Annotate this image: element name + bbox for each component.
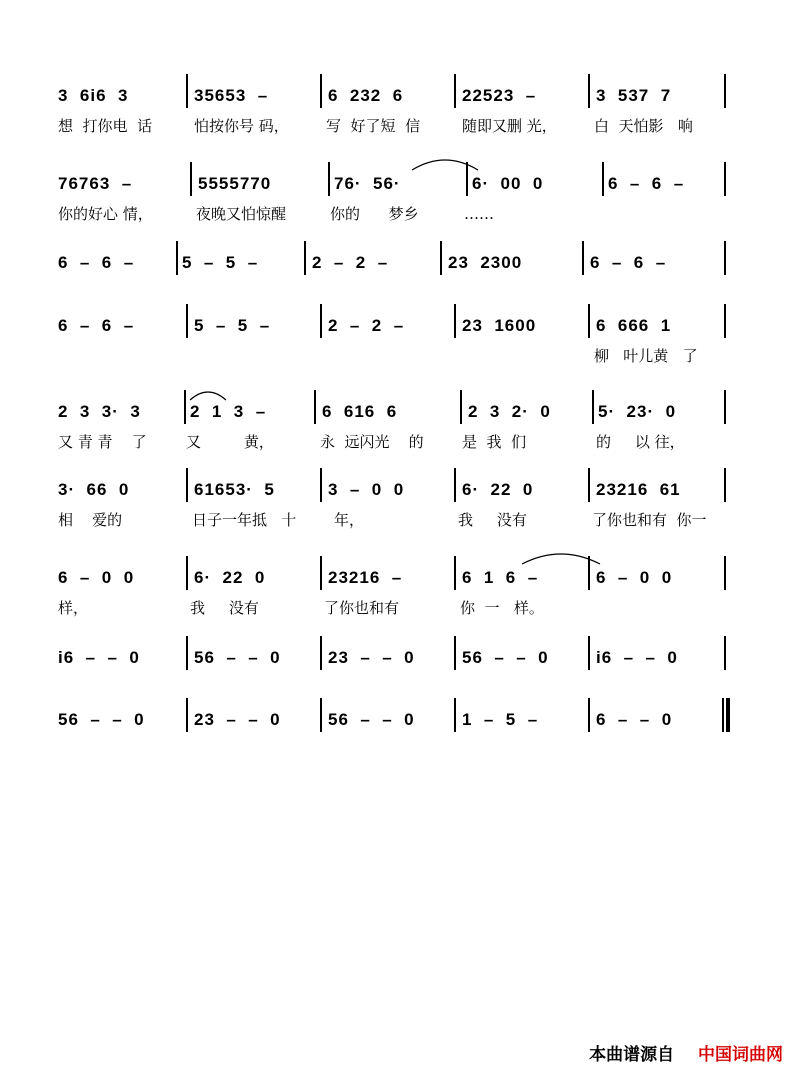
notes-line bbox=[58, 646, 730, 670]
measure: 6 – 6 – bbox=[58, 316, 135, 335]
bar-line bbox=[176, 241, 178, 275]
bar-line bbox=[440, 241, 442, 275]
measure: 23 1600 bbox=[462, 316, 537, 335]
measure: 23 – – 0 bbox=[328, 648, 415, 667]
measure: 6 666 1 bbox=[596, 316, 672, 335]
measure: 23 – – 0 bbox=[194, 710, 281, 729]
bar-line bbox=[186, 468, 188, 502]
bar-line bbox=[328, 162, 330, 196]
measure: 23 2300 bbox=[448, 253, 523, 272]
measure: 6 – – 0 bbox=[596, 710, 673, 729]
bar-line bbox=[186, 74, 188, 108]
lyrics-line bbox=[58, 204, 730, 224]
bar-line bbox=[588, 74, 590, 108]
bar-line bbox=[724, 74, 726, 108]
notes-line bbox=[58, 251, 730, 275]
bar-line bbox=[602, 162, 604, 196]
notes-line bbox=[58, 172, 730, 196]
bar-line bbox=[724, 468, 726, 502]
measure: 35653 – bbox=[194, 86, 269, 105]
lyric: 我 没有 bbox=[190, 599, 259, 617]
bar-line bbox=[724, 390, 726, 424]
measure: 6 232 6 bbox=[328, 86, 404, 105]
lyric: 又 黄， bbox=[186, 433, 274, 451]
bar-line bbox=[454, 636, 456, 670]
bar-line bbox=[454, 74, 456, 108]
measure: 22523 – bbox=[462, 86, 537, 105]
measure: 23216 – bbox=[328, 568, 403, 587]
bar-line bbox=[186, 636, 188, 670]
measure: 6 – 0 0 bbox=[596, 568, 673, 587]
lyric: 了你也和有 bbox=[324, 599, 400, 617]
bar-line bbox=[588, 468, 590, 502]
lyric: 相 爱的 bbox=[58, 511, 123, 529]
bar-line bbox=[184, 390, 186, 424]
measure: 56 – – 0 bbox=[328, 710, 415, 729]
bar-line bbox=[186, 556, 188, 590]
measure: 5· 23· 0 bbox=[598, 402, 677, 421]
measure: 2 3 3· 3 bbox=[58, 402, 141, 421]
lyric: 是 我 们 bbox=[462, 433, 527, 451]
lyric: 写 好了短 信 bbox=[326, 117, 421, 135]
bar-line bbox=[454, 468, 456, 502]
measure: 3 6i6 3 bbox=[58, 86, 129, 105]
lyric: 又 青 青 了 bbox=[58, 433, 147, 451]
measure: 6 – 6 – bbox=[608, 174, 685, 193]
lyrics-line bbox=[58, 346, 730, 366]
lyric: 白 天怕影 响 bbox=[594, 117, 693, 135]
lyric: 你 一 样。 bbox=[460, 599, 544, 617]
measure: 3 – 0 0 bbox=[328, 480, 405, 499]
lyrics-line bbox=[58, 510, 730, 530]
lyric: 日子一年抵 十 bbox=[192, 511, 297, 529]
measure: 6 – 6 – bbox=[58, 253, 135, 272]
source-label: 本曲谱源自 bbox=[589, 1045, 675, 1065]
bar-line bbox=[724, 162, 726, 196]
notes-line bbox=[58, 708, 730, 732]
bar-line bbox=[314, 390, 316, 424]
measure: 5 – 5 – bbox=[182, 253, 259, 272]
bar-line bbox=[186, 698, 188, 732]
measure: 6 1 6 – bbox=[462, 568, 539, 587]
lyric: …… bbox=[464, 205, 494, 223]
bar-line bbox=[320, 556, 322, 590]
bar-line bbox=[320, 468, 322, 502]
lyric: 想 打你电 话 bbox=[58, 117, 153, 135]
measure: 6 – 0 0 bbox=[58, 568, 135, 587]
measure: 6 – 6 – bbox=[590, 253, 667, 272]
bar-line bbox=[724, 304, 726, 338]
bar-line bbox=[320, 74, 322, 108]
lyrics-line bbox=[58, 432, 730, 452]
measure: i6 – – 0 bbox=[596, 648, 678, 667]
measure: 6 616 6 bbox=[322, 402, 398, 421]
bar-line bbox=[588, 636, 590, 670]
bar-line bbox=[186, 304, 188, 338]
bar-line bbox=[304, 241, 306, 275]
measure: 56 – – 0 bbox=[58, 710, 145, 729]
measure: 23216 61 bbox=[596, 480, 681, 499]
bar-line bbox=[460, 390, 462, 424]
notes-line bbox=[58, 478, 730, 502]
measure: 56 – – 0 bbox=[462, 648, 549, 667]
notes-line bbox=[58, 84, 730, 108]
lyrics-line bbox=[58, 598, 730, 618]
bar-line bbox=[724, 241, 726, 275]
notes-line bbox=[58, 566, 730, 590]
measure: 2 1 3 – bbox=[190, 402, 267, 421]
lyric: 我 没有 bbox=[458, 511, 527, 529]
bar-line bbox=[582, 241, 584, 275]
bar-line bbox=[454, 304, 456, 338]
lyric: 样， bbox=[58, 599, 89, 617]
measure: 5 – 5 – bbox=[194, 316, 271, 335]
slur bbox=[410, 156, 480, 172]
final-bar-thick bbox=[726, 698, 730, 732]
lyric: 柳 叶儿黄 了 bbox=[594, 347, 698, 365]
lyric: 夜晚又怕惊醒 bbox=[196, 205, 287, 223]
lyric: 你的好心 情， bbox=[58, 205, 153, 223]
measure: 6· 00 0 bbox=[472, 174, 544, 193]
measure: 3· 66 0 bbox=[58, 480, 130, 499]
lyric: 永 远闪光 的 bbox=[320, 433, 424, 451]
measure: 61653· 5 bbox=[194, 480, 275, 499]
bar-line bbox=[592, 390, 594, 424]
measure: 2 3 2· 0 bbox=[468, 402, 551, 421]
lyric: 你的 梦乡 bbox=[330, 205, 419, 223]
measure: 2 – 2 – bbox=[312, 253, 389, 272]
slur bbox=[188, 388, 228, 402]
slur bbox=[520, 550, 602, 566]
source-footer bbox=[589, 1040, 783, 1065]
measure: 5555770 bbox=[198, 174, 272, 193]
measure: 1 – 5 – bbox=[462, 710, 539, 729]
bar-line bbox=[454, 698, 456, 732]
measure: i6 – – 0 bbox=[58, 648, 140, 667]
measure: 76763 – bbox=[58, 174, 133, 193]
lyric: 年， bbox=[334, 511, 365, 529]
bar-line bbox=[320, 698, 322, 732]
site-name[interactable]: 中国词曲网 bbox=[698, 1045, 783, 1065]
bar-line bbox=[190, 162, 192, 196]
bar-line bbox=[320, 304, 322, 338]
bar-line bbox=[588, 698, 590, 732]
measure: 76· 56· bbox=[334, 174, 401, 193]
measure: 3 537 7 bbox=[596, 86, 672, 105]
measure: 56 – – 0 bbox=[194, 648, 281, 667]
lyric: 怕按你号 码， bbox=[194, 117, 289, 135]
bar-line bbox=[454, 556, 456, 590]
measure: 2 – 2 – bbox=[328, 316, 405, 335]
bar-line bbox=[320, 636, 322, 670]
final-bar-thin bbox=[722, 698, 724, 732]
lyrics-line bbox=[58, 116, 730, 136]
lyric: 的 以 往， bbox=[596, 433, 685, 451]
bar-line bbox=[724, 556, 726, 590]
measure: 6· 22 0 bbox=[462, 480, 534, 499]
bar-line bbox=[724, 636, 726, 670]
lyric: 随即又删 光， bbox=[462, 117, 557, 135]
measure: 6· 22 0 bbox=[194, 568, 266, 587]
notes-line bbox=[58, 314, 730, 338]
lyric: 了你也和有 你一 bbox=[592, 511, 707, 529]
bar-line bbox=[588, 304, 590, 338]
notes-line bbox=[58, 400, 730, 424]
